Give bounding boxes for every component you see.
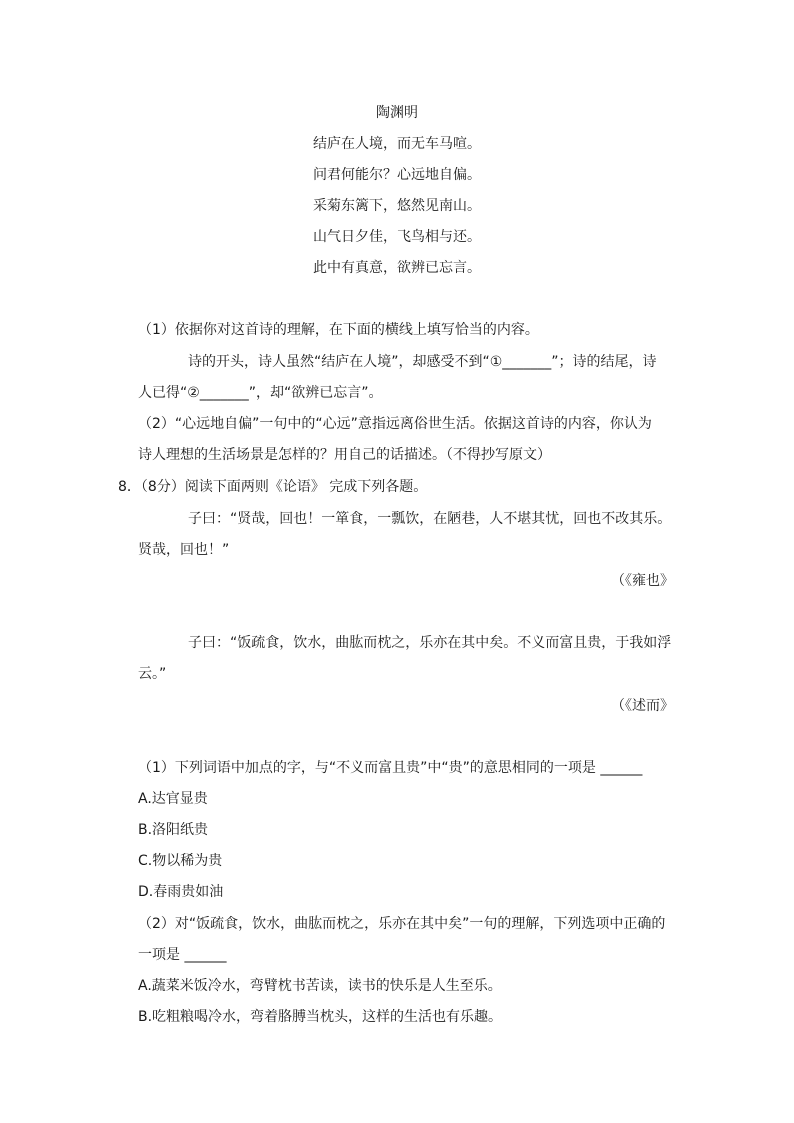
q8-sub2-option: B.吃粗粮喝冷水，弯着胳膊当枕头，这样的生活也有乐趣。 — [138, 1009, 503, 1025]
q7-part1-prompt: （1）依据你对这首诗的理解，在下面的横线上填写恰当的内容。 — [138, 322, 539, 338]
q8-source1: （《雍也》 — [611, 573, 674, 589]
q8-sub2-option: A.蔬菜米饭冷水，弯臂枕书苦读，读书的快乐是人生至乐。 — [138, 978, 502, 994]
q8-passage2: 子曰：“饭疏食，饮水，曲肱而枕之，乐亦在其中矣。不义而富且贵，于我如浮 — [188, 635, 672, 651]
poem-line: 问君何能尔？心远地自偏。 — [313, 167, 481, 183]
q8-sub1-option: B.洛阳纸贵 — [138, 822, 209, 838]
poem-author: 陶渊明 — [376, 105, 418, 121]
q8-sub1-option: D.春雨贵如油 — [138, 884, 224, 900]
q8-sub2-prompt: （2）对“饭疏食，饮水，曲肱而枕之，乐亦在其中矣”一句的理解，下列选项中正确的 — [138, 916, 666, 932]
q8-sub1-prompt: （1）下列词语中加点的字，与“不义而富且贵”中“贵”的意思相同的一项是 ______ — [138, 760, 643, 776]
poem-line: 山气日夕佳，飞鸟相与还。 — [313, 229, 481, 245]
poem-line: 结庐在人境，而无车马喧。 — [313, 136, 481, 152]
q8-heading: 8．（8分）阅读下面两则《论语》 完成下列各题。 — [118, 479, 428, 495]
q8-sub1-option: A.达官显贵 — [138, 791, 208, 807]
q8-sub2-prompt: 一项是 ______ — [138, 947, 227, 963]
q8-passage1: 子曰：“贤哉，回也！一箪食，一瓢饮，在陋巷，人不堪其忧，回也不改其乐。 — [188, 511, 672, 527]
q8-passage2: 云。” — [138, 666, 167, 682]
q7-part2-prompt: （2）“心远地自偏”一句中的“心远”意指远离俗世生活。依据这首诗的内容，你认为 — [138, 416, 652, 432]
poem-line: 采菊东篱下，悠然见南山。 — [313, 198, 481, 214]
q8-passage1: 贤哉，回也！” — [138, 542, 230, 558]
q7-part1-text: 人已得“②_______”，却“欲辨已忘言”。 — [138, 385, 383, 401]
q7-part1-text: 诗的开头，诗人虽然“结庐在人境”，却感受不到“①_______”；诗的结尾，诗 — [188, 354, 657, 370]
poem-line: 此中有真意，欲辨已忘言。 — [313, 260, 481, 276]
q7-part2-prompt: 诗人理想的生活场景是怎样的？用自己的话描述。（不得抄写原文） — [138, 447, 551, 463]
q8-source2: （《述而》 — [611, 698, 674, 714]
q8-sub1-option: C.物以稀为贵 — [138, 853, 223, 869]
